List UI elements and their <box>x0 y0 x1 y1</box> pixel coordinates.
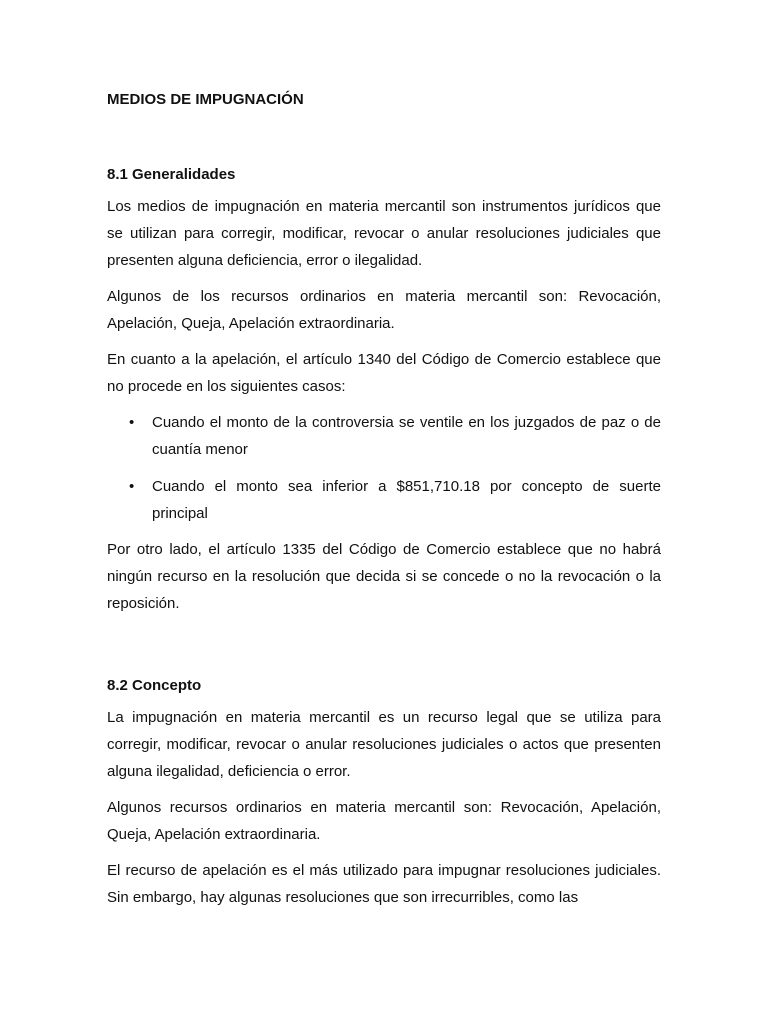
section-generalidades <box>107 165 661 617</box>
bullet-icon: • <box>129 478 135 495</box>
list-item <box>107 409 661 463</box>
paragraph: Los medios de impugnación en materia mercantil son instrumentos jurídicos que se utilizan para corregir, modificar, revocar o anular resoluciones judiciales que presenten alguna deficiencia, error o ilegalidad. <box>107 198 661 269</box>
section-heading: 8.2 Concepto <box>107 677 202 694</box>
section-concepto <box>107 676 661 911</box>
list-item-text: Cuando el monto de la controversia se ventile en los juzgados de paz o de cuantía menor <box>152 414 661 458</box>
paragraph: Algunos de los recursos ordinarios en materia mercantil son: Revocación, Apelación, Queja, Apelación extraordinaria. <box>107 288 661 332</box>
list-item-text: Cuando el monto sea inferior a $851,710.18 por concepto de suerte principal <box>152 478 661 522</box>
bullet-icon: • <box>129 414 135 431</box>
list-item <box>107 473 661 527</box>
paragraph: Por otro lado, el artículo 1335 del Código de Comercio establece que no habrá ningún recurso en la resolución que decida si se concede o no la revocación o la reposición. <box>107 541 661 612</box>
paragraph: Algunos recursos ordinarios en materia mercantil son: Revocación, Apelación, Queja, Apelación extraordinaria. <box>107 799 661 843</box>
document-title: MEDIOS DE IMPUGNACIÓN <box>107 91 304 108</box>
section-heading: 8.1 Generalidades <box>107 166 236 183</box>
bullet-list <box>107 409 661 527</box>
paragraph: En cuanto a la apelación, el artículo 1340 del Código de Comercio establece que no procede en los siguientes casos: <box>107 351 661 395</box>
paragraph: El recurso de apelación es el más utilizado para impugnar resoluciones judiciales. Sin embargo, hay algunas resoluciones que son irrecurribles, como las <box>107 862 661 906</box>
paragraph: La impugnación en materia mercantil es un recurso legal que se utiliza para corregir, modificar, revocar o anular resoluciones judiciales o actos que presenten alguna ilegalidad, deficiencia o error. <box>107 709 661 780</box>
